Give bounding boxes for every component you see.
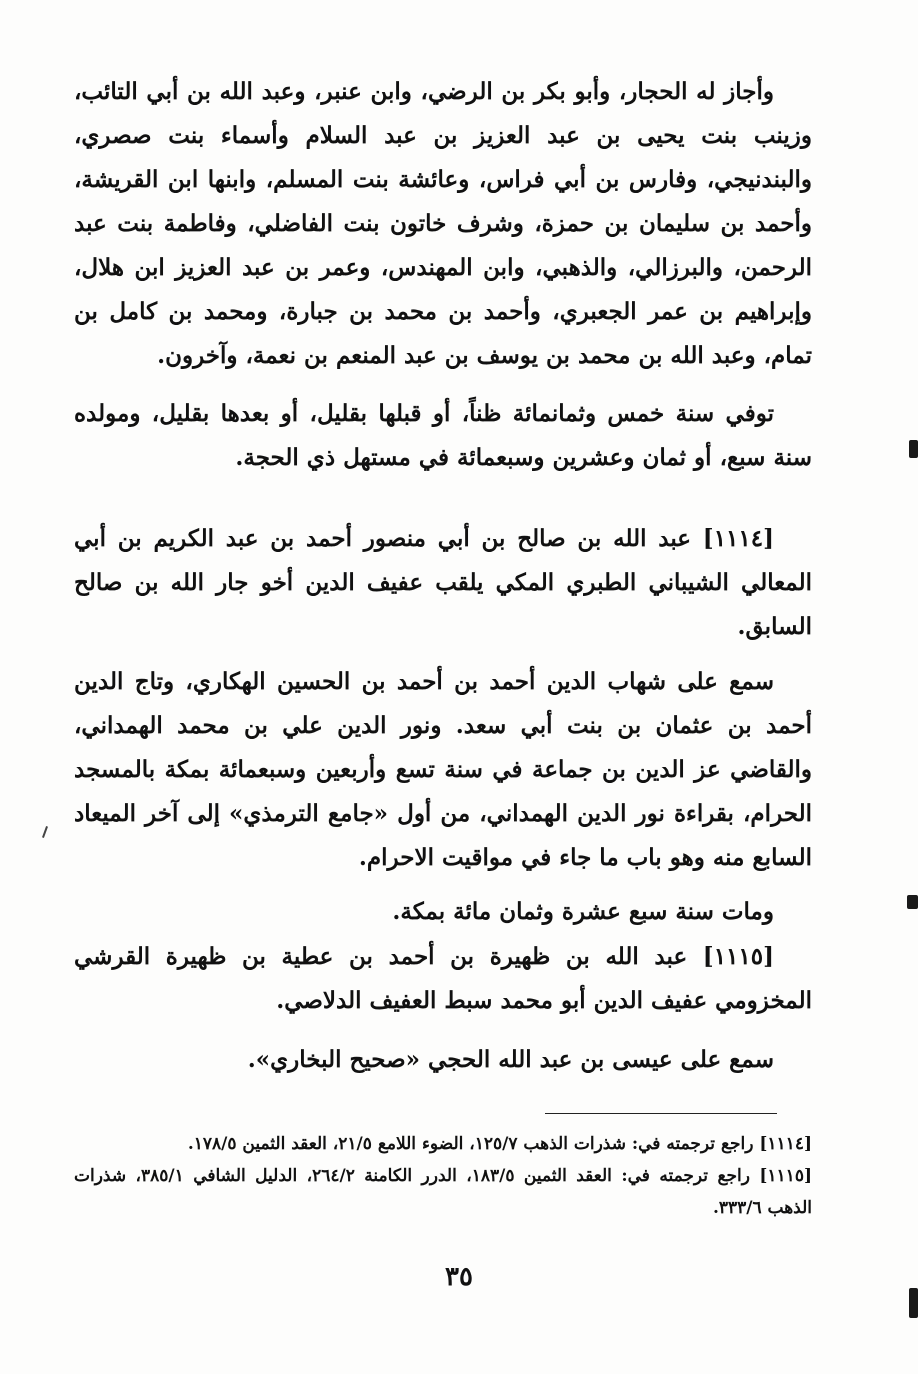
scan-edge-mark [909,440,918,458]
scan-edge-mark [907,895,918,909]
entry-heading-text: [١١١٤] عبد الله بن صالح بن أبي منصور أحمد بن عبد الكريم بن أبي المعالي الشيباني الطبري المكي يلقب عفيف الدين أخو جار الله بن صالح السابق. [74,525,812,640]
paragraph-text: سمع على شهاب الدين أحمد بن أحمد بن الحسين الهكاري، وتاج الدين أحمد بن عثمان بن بنت أبي سعد. ونور الدين علي بن محمد الهمداني، والقاضي عز الدين بن جماعة في سنة تسع وأربعين وسبعمائة بمكة بالمسجد الحرام، بقراءة نور الدين الهمداني، من أول «جامع الترمذي» إلى آخر الميعاد السابع منه وهو باب ما جاء في مواقيت الاحرام. [74,668,812,871]
footnote-1114: [١١١٤] راجع ترجمته في: شذرات الذهب ١٢٥/٧، الضوء اللامع ٢١/٥، العقد الثمين ١٧٨/٥. [187,1134,812,1154]
entry-1115-heading [74,935,812,1023]
footnote-1115: [١١١٥] راجع ترجمته في: العقد الثمين ١٨٣/٥، الدرر الكامنة ٢٦٤/٢، الدليل الشافي ٣٨٥/١، شذرات الذهب ٣٣٣/٦. [74,1166,812,1218]
paragraph-text: توفي سنة خمس وثمانمائة ظناً، أو قبلها بقليل، أو بعدها بقليل، ومولده سنة سبع، أو ثمان وعشرين وسبعمائة في مستهل ذي الحجة. [74,400,812,471]
page-number: ٣٥ [445,1262,473,1292]
scan-edge-mark [909,1288,918,1318]
paragraph-text: ومات سنة سبع عشرة وثمان مائة بمكة. [392,898,774,925]
entry-1114-heading [74,517,812,649]
footnotes-section [74,1128,812,1224]
entry-1114-death [74,890,812,934]
scan-stray-mark [42,826,48,838]
entry-heading-text: [١١١٥] عبد الله بن ظهيرة بن أحمد بن عطية بن ظهيرة القرشي المخزومي عفيف الدين أبو محمد سبط العفيف الدلاصي. [74,943,812,1014]
paragraph-text: وأجاز له الحجار، وأبو بكر بن الرضي، وابن عنبر، وعبد الله بن أبي التائب، وزينب بنت يحيى بن عبد العزيز بن عبد السلام وأسماء بنت صصري، والبندنيجي، وفارس بن أبي فراس، وعائشة بنت المسلم، وابنها ابن القريشة، وأحمد بن سليمان بن حمزة، وشرف خاتون بنت الفاضلي، وفاطمة بنت عبد الرحمن، والبرزالي، والذهبي، وابن المهندس، وعمر بن عبد العزيز ابن هلال، وإبراهيم بن عمر الجعبري، وأحمد بن محمد بن جبارة، ومحمد بن كامل بن تمام، وعبد الله بن محمد بن يوسف بن عبد المنعم بن نعمة، وآخرون. [74,78,812,369]
entry-1115-body [74,1038,812,1082]
paragraph-death-date [74,392,812,480]
entry-1114-body [74,660,812,880]
footnote-divider [545,1113,777,1114]
paragraph-text: سمع على عيسى بن عبد الله الحجي «صحيح البخاري». [247,1046,774,1073]
paragraph-authorizers [74,70,812,378]
